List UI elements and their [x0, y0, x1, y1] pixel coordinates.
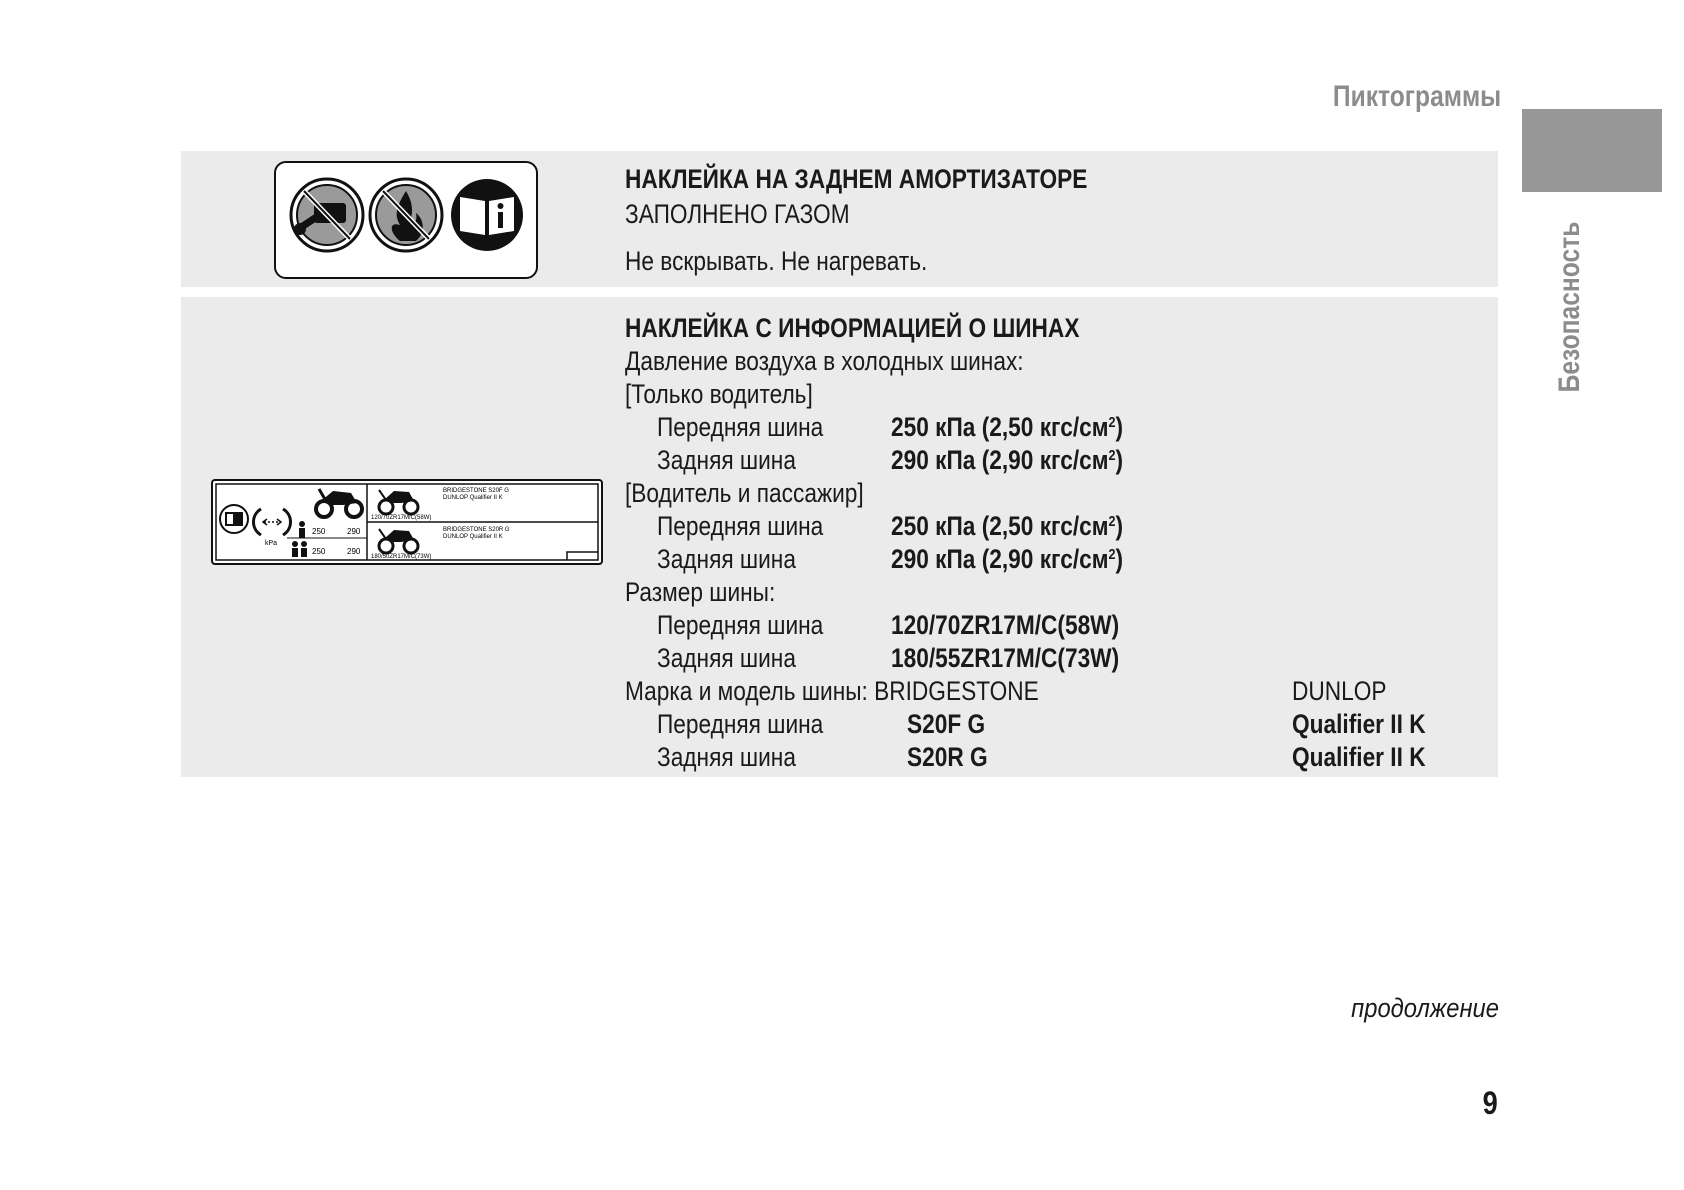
bridgestone-front: S20F G — [907, 709, 986, 739]
no-disassembly-icon — [291, 179, 363, 251]
pressure-rear-2: 290 кПа (2,90 кгс/$см^2$) — [891, 544, 1124, 574]
front-label-2: Передняя шина — [657, 511, 824, 541]
rear-label-2: Задняя шина — [657, 544, 796, 574]
shock-sticker-art — [276, 163, 536, 277]
pressure-heading: Давление воздуха в холодных шинах: — [625, 346, 1024, 376]
front-label-1: Передняя шина — [657, 412, 824, 442]
continued-note: продолжение — [1351, 993, 1499, 1023]
front-label-3: Передняя шина — [657, 610, 824, 640]
read-manual-icon — [451, 179, 523, 251]
dunlop-front: Qualifier II K — [1292, 709, 1426, 739]
shock-label-title: НАКЛЕЙКА НА ЗАДНЕМ АМОРТИЗАТОРЕ — [625, 164, 1088, 194]
rear-label-4: Задняя шина — [657, 742, 796, 772]
pressure-front-1: 250 кПа (2,50 кгс/$см^2$) — [891, 412, 1124, 442]
section-title: Пиктограммы — [1332, 80, 1501, 113]
dunlop-rear: Qualifier II K — [1292, 742, 1426, 772]
pressure-rear-1: 290 кПа (2,90 кгс/$см^2$) — [891, 445, 1124, 475]
side-tab-marker — [1522, 109, 1662, 192]
tire-sticker — [211, 479, 603, 565]
mini-manual-icon — [220, 505, 248, 533]
rear-label-1: Задняя шина — [657, 445, 796, 475]
rider-only-heading: [Только водитель] — [625, 379, 813, 409]
sticker-bs2: BRIDGESTONE S20R G — [443, 527, 510, 533]
rider-icon — [299, 521, 305, 538]
sticker-dl1: DUNLOP Qualifier II K — [443, 495, 503, 501]
brand-dunlop: DUNLOP — [1292, 676, 1387, 706]
sticker-bs1: BRIDGESTONE S20F G — [443, 488, 509, 494]
sticker-290-a: 290 — [347, 527, 361, 536]
page-number: 9 — [1482, 1085, 1498, 1121]
front-label-4: Передняя шина — [657, 709, 824, 739]
bridgestone-rear: S20R G — [907, 742, 988, 772]
size-heading: Размер шины: — [625, 577, 776, 607]
sticker-250-b: 250 — [312, 547, 326, 556]
sticker-size1: 120/70ZR17M/C(58W) — [371, 515, 432, 521]
sticker-250-a: 250 — [312, 527, 326, 536]
side-tab-label: Безопасность — [1553, 221, 1586, 393]
sticker-dl2: DUNLOP Qualifier II K — [443, 534, 503, 540]
shock-label-line2: Не вскрывать. Не нагревать. — [625, 246, 928, 276]
brand-heading: Марка и модель шины: BRIDGESTONE — [625, 676, 1039, 706]
tire-sticker-art — [211, 479, 603, 565]
sticker-size2: 180/50ZR17M/C(73W) — [371, 554, 432, 560]
rider-passenger-heading: [Водитель и пассажир] — [625, 478, 864, 508]
pressure-front-2: 250 кПа (2,50 кгс/$см^2$) — [891, 511, 1124, 541]
no-heat-icon — [370, 179, 442, 251]
shock-label-line1: ЗАПОЛНЕНО ГАЗОМ — [625, 199, 850, 229]
shock-sticker — [274, 161, 538, 279]
side-tab — [1552, 212, 1588, 402]
size-front: 120/70ZR17M/C(58W) — [891, 610, 1120, 640]
tire-label-title: НАКЛЕЙКА С ИНФОРМАЦИЕЙ О ШИНАХ — [625, 313, 1080, 343]
size-rear: 180/55ZR17M/C(73W) — [891, 643, 1120, 673]
sticker-kpa: kPa — [265, 540, 278, 547]
sticker-290-b: 290 — [347, 547, 361, 556]
rear-label-3: Задняя шина — [657, 643, 796, 673]
